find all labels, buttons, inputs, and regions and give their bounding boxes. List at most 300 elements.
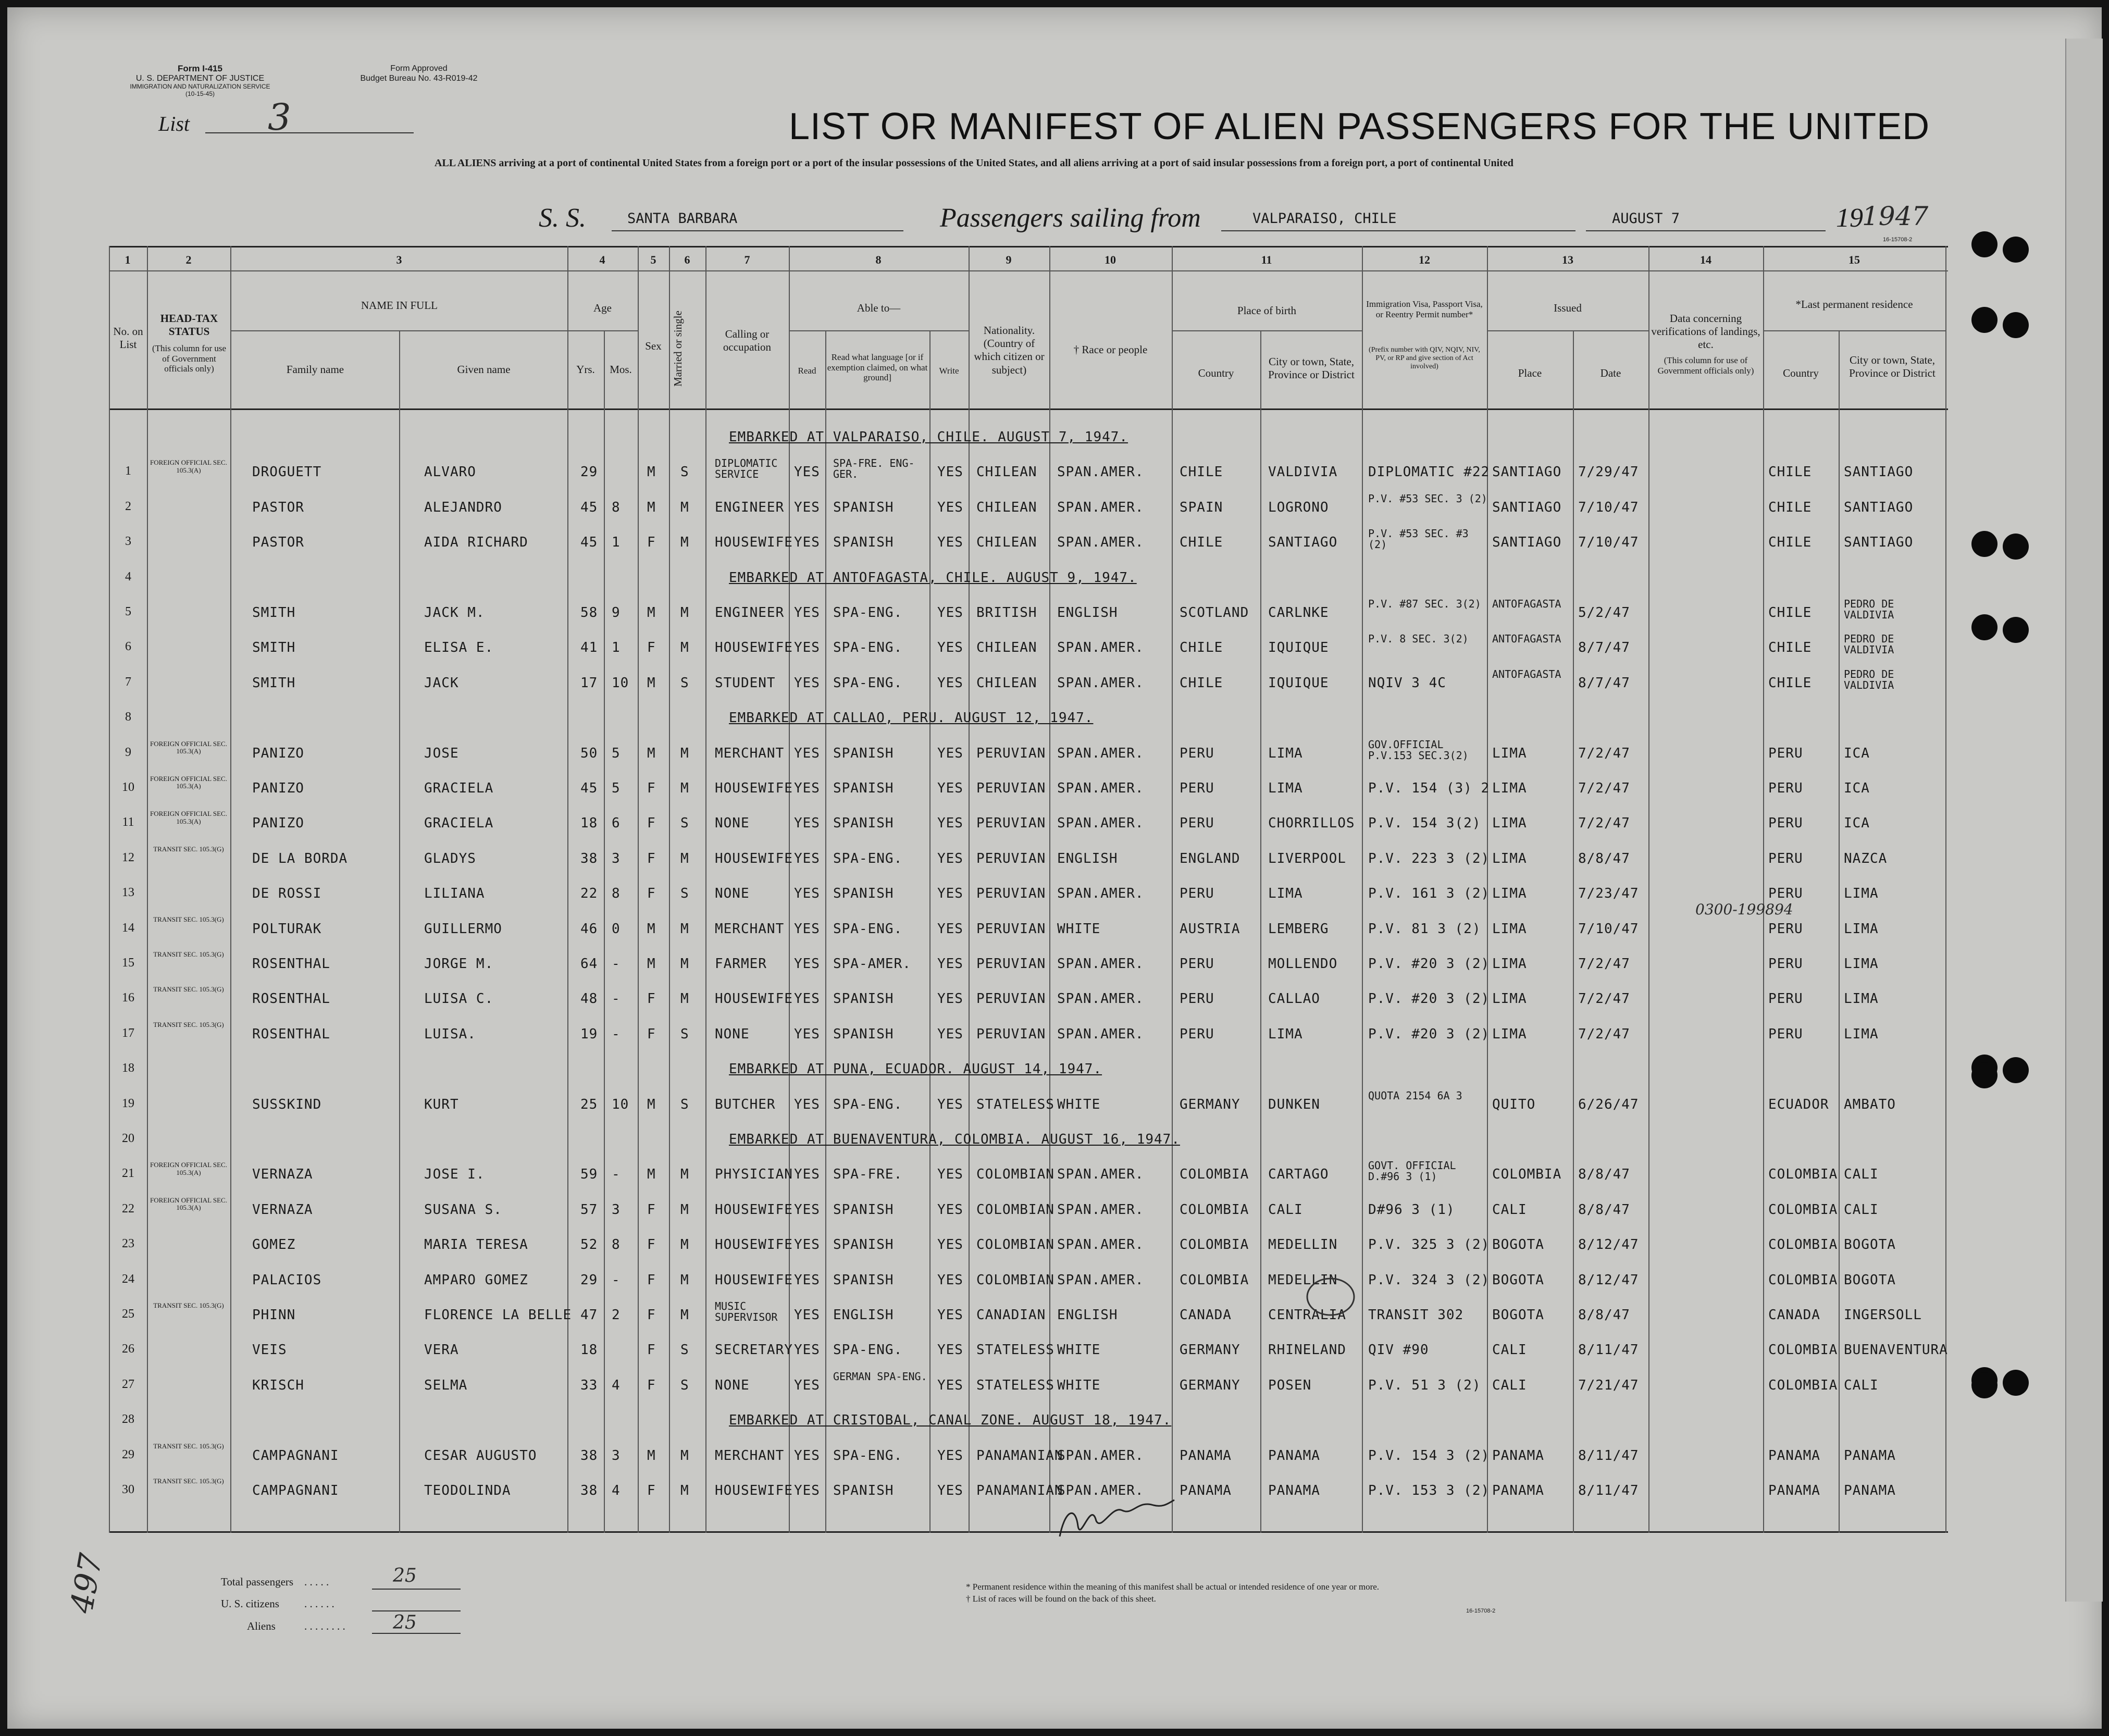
sex: M: [647, 956, 656, 972]
residence-country: COLOMBIA: [1768, 1237, 1838, 1253]
header-issued-place: Place: [1518, 367, 1542, 379]
read-ability: YES: [794, 921, 820, 937]
occupation: DIPLOMATIC SERVICE: [715, 457, 778, 481]
citizens-underline: [372, 1610, 461, 1611]
header-write: Write: [939, 366, 959, 376]
visa-number: P.V. 8 SEC. 3(2): [1368, 633, 1469, 646]
given-name: CESAR AUGUSTO: [424, 1447, 537, 1464]
age-months: 10: [612, 1096, 629, 1112]
issued-date: 7/2/47: [1578, 815, 1630, 832]
column-number: 9: [1006, 253, 1012, 266]
write-ability: YES: [937, 1447, 963, 1464]
read-ability: YES: [794, 605, 820, 621]
departure-port: VALPARAISO, CHILE: [1252, 210, 1397, 227]
age-years: 52: [580, 1237, 598, 1253]
write-ability: YES: [937, 640, 963, 656]
read-language: SPA-FRE.: [833, 1167, 903, 1183]
col-rule: [1945, 246, 1946, 1533]
write-ability: YES: [937, 464, 963, 480]
col-rule: [1172, 246, 1173, 1533]
write-ability: YES: [937, 815, 963, 832]
race: SPAN.AMER.: [1057, 499, 1144, 515]
birth-country: ENGLAND: [1180, 850, 1240, 866]
given-name: KURT: [424, 1096, 459, 1112]
col-rule: [147, 246, 148, 1533]
residence-country: PERU: [1768, 991, 1803, 1007]
age-years: 64: [580, 956, 598, 972]
write-ability: YES: [937, 1307, 963, 1323]
column-number: 1: [125, 253, 131, 266]
residence-country: CANADA: [1768, 1307, 1820, 1323]
inspector-signature: [1054, 1490, 1180, 1547]
header-res-country: Country: [1783, 367, 1819, 379]
visa-number: P.V. #20 3 (2): [1368, 1026, 1490, 1042]
issued-place: QUITO: [1492, 1096, 1536, 1112]
punch-hole: [2003, 237, 2029, 263]
residence-country: PANAMA: [1768, 1447, 1820, 1464]
race: SPAN.AMER.: [1057, 745, 1144, 761]
sex: F: [647, 886, 656, 902]
punch-hole: [2003, 312, 2029, 338]
visa-number: P.V. #87 SEC. 3(2): [1368, 598, 1481, 610]
birth-city: IQUIQUE: [1268, 640, 1329, 656]
col-rule: [705, 246, 706, 1533]
row-number: 17: [122, 1026, 134, 1040]
race: SPAN.AMER.: [1057, 464, 1144, 480]
ship-underline: [612, 230, 903, 231]
marital-status: M: [680, 1447, 689, 1464]
marital-status: M: [680, 991, 689, 1007]
read-ability: YES: [794, 1483, 820, 1498]
given-name: GRACIELA: [424, 815, 494, 832]
read-ability: YES: [794, 780, 820, 796]
sex: M: [647, 605, 656, 621]
embarkation-note: EMBARKED AT CALLAO, PERU. AUGUST 12, 1947.: [729, 710, 1094, 726]
race: SPAN.AMER.: [1057, 1026, 1144, 1042]
col-rule: [1839, 330, 1840, 1533]
read-ability: YES: [794, 1307, 820, 1323]
nationality: STATELESS: [976, 1096, 1054, 1112]
total-underline: [372, 1589, 461, 1590]
port-underline: [1221, 230, 1575, 231]
column-number: 4: [599, 253, 605, 266]
header-birth-country: Country: [1198, 367, 1234, 379]
header-given-name: Given name: [457, 363, 511, 376]
age-months: 6: [612, 815, 621, 832]
manifest-title: LIST OR MANIFEST OF ALIEN PASSENGERS FOR THE UNITED: [789, 106, 1930, 147]
marital-status: M: [680, 1167, 689, 1183]
residence-country: COLOMBIA: [1768, 1342, 1838, 1358]
sex: F: [647, 1026, 656, 1042]
residence-city: ICA: [1844, 745, 1870, 761]
nationality: COLOMBIAN: [976, 1167, 1054, 1183]
visa-number: D#96 3 (1): [1368, 1201, 1455, 1218]
issued-date: 8/11/47: [1578, 1342, 1639, 1358]
family-name: PANIZO: [252, 780, 304, 796]
nationality: CHILEAN: [976, 535, 1037, 551]
family-name: PANIZO: [252, 815, 304, 832]
birth-country: COLOMBIA: [1180, 1201, 1249, 1218]
issued-date: 7/2/47: [1578, 991, 1630, 1007]
given-name: FLORENCE LA BELLE: [424, 1307, 572, 1323]
visa-number: P.V. 153 3 (2): [1368, 1483, 1490, 1498]
given-name: TEODOLINDA: [424, 1483, 511, 1498]
birth-city: LIMA: [1268, 1026, 1303, 1042]
header-data-verif-note: (This column for use of Government officials only): [1657, 355, 1754, 376]
list-label: List: [158, 112, 190, 135]
write-ability: YES: [937, 921, 963, 937]
residence-city: ICA: [1844, 780, 1870, 796]
residence-city: PANAMA: [1844, 1483, 1896, 1498]
birth-city: LIMA: [1268, 886, 1303, 902]
embarkation-note: EMBARKED AT BUENAVENTURA, COLOMBIA. AUGUST 16, 1947.: [729, 1132, 1180, 1147]
given-name: AMPARO GOMEZ: [424, 1272, 528, 1288]
residence-city: SANTIAGO: [1844, 499, 1914, 515]
family-name: DE LA BORDA: [252, 850, 348, 866]
occupation: ENGINEER: [715, 499, 785, 515]
birth-city: IQUIQUE: [1268, 675, 1329, 691]
nationality: COLOMBIAN: [976, 1272, 1054, 1288]
subheader-rule: [567, 330, 638, 331]
row-number: 3: [125, 535, 131, 549]
residence-country: PERU: [1768, 815, 1803, 832]
birth-city: SANTIAGO: [1268, 535, 1338, 551]
residence-city: LIMA: [1844, 921, 1879, 937]
aliens-value: 25: [393, 1612, 417, 1633]
visa-number: P.V. 324 3 (2): [1368, 1272, 1490, 1288]
issued-date: 7/21/47: [1578, 1377, 1639, 1393]
residence-country: CHILE: [1768, 535, 1812, 551]
head-tax-status: TRANSIT SEC. 105.3(G): [153, 950, 224, 958]
residence-city: CALI: [1844, 1167, 1879, 1183]
embarkation-note: EMBARKED AT PUNA, ECUADOR. AUGUST 14, 1947.: [729, 1061, 1102, 1077]
issued-date: 7/2/47: [1578, 956, 1630, 972]
birth-city: LIMA: [1268, 780, 1303, 796]
occupation: NONE: [715, 1026, 750, 1042]
issued-place: LIMA: [1492, 745, 1527, 761]
given-name: ELISA E.: [424, 640, 494, 656]
sailing-label: Passengers sailing from: [940, 203, 1201, 233]
nationality: COLOMBIAN: [976, 1237, 1054, 1253]
issued-date: 8/8/47: [1578, 1201, 1630, 1218]
read-language: SPA-ENG.: [833, 1447, 903, 1464]
punch-hole: [2003, 534, 2029, 560]
age-years: 18: [580, 1342, 598, 1358]
residence-city: NAZCA: [1844, 850, 1888, 866]
row-number: 26: [122, 1342, 134, 1356]
read-language: SPA-FRE. ENG-GER.: [833, 457, 915, 481]
head-tax-status: FOREIGN OFFICIAL SEC. 105.3(A): [150, 810, 227, 825]
visa-number: P.V. 154 3 (2): [1368, 1447, 1490, 1464]
birth-country: SPAIN: [1180, 499, 1223, 515]
age-months: 3: [612, 1447, 621, 1464]
family-name: SMITH: [252, 605, 296, 621]
sex: M: [647, 1096, 656, 1112]
nationality: CANADIAN: [976, 1307, 1046, 1323]
subheader-rule: [230, 330, 567, 331]
birth-city: LEMBERG: [1268, 921, 1329, 937]
read-language: SPA-AMER.: [833, 956, 911, 972]
occupation: SECRETARY: [715, 1342, 793, 1358]
age-years: 22: [580, 886, 598, 902]
head-tax-status: FOREIGN OFFICIAL SEC. 105.3(A): [150, 1196, 227, 1212]
header-nationality: Nationality. (Country of which citizen or subject): [974, 324, 1045, 376]
age-months: -: [612, 956, 621, 972]
visa-number: P.V. #20 3 (2): [1368, 991, 1490, 1007]
birth-city: LIVERPOOL: [1268, 850, 1346, 866]
sex: M: [647, 921, 656, 937]
nationality: STATELESS: [976, 1377, 1054, 1393]
head-tax-status: TRANSIT SEC. 105.3(G): [153, 1301, 224, 1309]
family-name: VERNAZA: [252, 1201, 313, 1218]
issued-date: 7/29/47: [1578, 464, 1639, 480]
departure-date: AUGUST 7: [1612, 210, 1680, 227]
residence-country: PERU: [1768, 956, 1803, 972]
race: SPAN.AMER.: [1057, 1167, 1144, 1183]
write-ability: YES: [937, 1026, 963, 1042]
residence-city: PEDRO DE VALDIVIA: [1844, 598, 1894, 621]
footnote-residence: * Permanent residence within the meaning of this manifest shall be actual or intended residence of one year or more.: [966, 1582, 1380, 1592]
age-months: -: [612, 991, 621, 1007]
issued-place: CALI: [1492, 1342, 1527, 1358]
age-years: 17: [580, 675, 598, 691]
occupation: MERCHANT: [715, 745, 785, 761]
given-name: ALVARO: [424, 464, 476, 480]
age-months: 10: [612, 675, 629, 691]
ship-name: SANTA BARBARA: [627, 210, 738, 227]
write-ability: YES: [937, 1272, 963, 1288]
row-number: 5: [125, 605, 131, 618]
birth-country: PERU: [1180, 745, 1214, 761]
row-number: 2: [125, 499, 131, 513]
occupation: HOUSEWIFE: [715, 640, 793, 656]
age-years: 45: [580, 499, 598, 515]
print-code-top: 16-15708-2: [1883, 237, 1913, 243]
read-ability: YES: [794, 886, 820, 902]
header-able-to: Able to—: [857, 302, 901, 314]
marital-status: S: [680, 1377, 689, 1393]
birth-country: GERMANY: [1180, 1096, 1240, 1112]
age-months: 9: [612, 605, 621, 621]
visa-number: DIPLOMATIC #22: [1368, 464, 1490, 480]
residence-city: SANTIAGO: [1844, 464, 1914, 480]
nationality: CHILEAN: [976, 675, 1037, 691]
issued-place: LIMA: [1492, 956, 1527, 972]
visa-number: P.V. #53 SEC. 3 (2): [1368, 492, 1487, 505]
residence-city: BOGOTA: [1844, 1272, 1896, 1288]
visa-number: QIV #90: [1368, 1342, 1429, 1358]
family-name: SUSSKIND: [252, 1096, 322, 1112]
given-name: MARIA TERESA: [424, 1237, 528, 1253]
read-ability: YES: [794, 991, 820, 1007]
nationality: PERUVIAN: [976, 886, 1046, 902]
head-tax-status: TRANSIT SEC. 105.3(G): [153, 915, 224, 923]
read-ability: YES: [794, 745, 820, 761]
row-number: 27: [122, 1377, 134, 1391]
row-number: 12: [122, 850, 134, 864]
header-calling: Calling or occupation: [723, 328, 772, 354]
header-no-on-list: No. on List: [113, 325, 143, 351]
header-sex: Sex: [645, 340, 662, 352]
column-number: 11: [1261, 253, 1272, 266]
occupation: NONE: [715, 815, 750, 832]
marital-status: S: [680, 1026, 689, 1042]
column-number: 13: [1562, 253, 1573, 266]
given-name: SELMA: [424, 1377, 468, 1393]
read-language: SPANISH: [833, 1483, 894, 1498]
sex: M: [647, 1447, 656, 1464]
given-name: SUSANA S.: [424, 1201, 502, 1218]
issued-place: ANTOFAGASTA: [1492, 667, 1561, 680]
head-tax-status: TRANSIT SEC. 105.3(G): [153, 1442, 224, 1450]
family-name: CAMPAGNANI: [252, 1447, 339, 1464]
read-language: SPANISH: [833, 780, 894, 796]
nationality: PANAMANIAN: [976, 1483, 1063, 1498]
write-ability: YES: [937, 1483, 963, 1498]
residence-country: CHILE: [1768, 675, 1812, 691]
birth-city: CARTAGO: [1268, 1167, 1329, 1183]
head-tax-status: FOREIGN OFFICIAL SEC. 105.3(A): [150, 775, 227, 790]
marital-status: S: [680, 886, 689, 902]
header-family-name: Family name: [286, 363, 344, 376]
header-race: † Race or people: [1073, 343, 1148, 356]
given-name: JORGE M.: [424, 956, 494, 972]
row-number: 28: [122, 1412, 134, 1427]
family-name: PANIZO: [252, 745, 304, 761]
age-months: 3: [612, 850, 621, 866]
birth-city: LIMA: [1268, 745, 1303, 761]
approval-block: [351, 64, 487, 83]
col-rule: [230, 246, 231, 1533]
residence-country: PERU: [1768, 1026, 1803, 1042]
age-months: 1: [612, 535, 621, 551]
col-rule: [1362, 246, 1363, 1533]
column-number: 7: [744, 253, 750, 266]
marital-status: M: [680, 1483, 689, 1498]
read-ability: YES: [794, 1377, 820, 1393]
issued-place: SANTIAGO: [1492, 499, 1562, 515]
residence-country: PANAMA: [1768, 1483, 1820, 1498]
read-ability: YES: [794, 956, 820, 972]
row-number: 14: [122, 921, 134, 935]
birth-country: GERMANY: [1180, 1342, 1240, 1358]
row-number: 30: [122, 1483, 134, 1496]
age-years: 45: [580, 535, 598, 551]
nationality: PERUVIAN: [976, 956, 1046, 972]
occupation: HOUSEWIFE: [715, 780, 793, 796]
issued-place: BOGOTA: [1492, 1272, 1544, 1288]
issued-place: LIMA: [1492, 850, 1527, 866]
row-number: 7: [125, 675, 131, 689]
read-ability: YES: [794, 464, 820, 480]
race: WHITE: [1057, 1096, 1101, 1112]
issued-date: 5/2/47: [1578, 605, 1630, 621]
residence-country: PERU: [1768, 780, 1803, 796]
row-number: 25: [122, 1307, 134, 1321]
nationality: PERUVIAN: [976, 780, 1046, 796]
issued-date: 7/2/47: [1578, 780, 1630, 796]
family-name: CAMPAGNANI: [252, 1483, 339, 1498]
header-birth-city: City or town, State, Province or District: [1268, 355, 1355, 381]
residence-country: PERU: [1768, 745, 1803, 761]
nationality: PERUVIAN: [976, 815, 1046, 832]
col-rule: [825, 330, 826, 1533]
subheader-rule: [1763, 330, 1945, 331]
head-tax-status: FOREIGN OFFICIAL SEC. 105.3(A): [150, 458, 227, 474]
read-ability: YES: [794, 535, 820, 551]
marital-status: M: [680, 745, 689, 761]
given-name: LUISA.: [424, 1026, 476, 1042]
birth-city: LOGRONO: [1268, 499, 1329, 515]
header-visa-note: (Prefix number with QIV, NQIV, NIV, PV, or RP and give section of Act involved): [1369, 346, 1480, 371]
visa-number: GOVT. OFFICIAL D.#96 3 (1): [1368, 1159, 1456, 1183]
residence-city: AMBATO: [1844, 1096, 1896, 1112]
header-yrs: Yrs.: [576, 363, 595, 376]
departure-year: 1947: [1862, 201, 1929, 231]
read-language: SPANISH: [833, 745, 894, 761]
residence-country: CHILE: [1768, 464, 1812, 480]
write-ability: YES: [937, 1377, 963, 1393]
print-code-bottom: 16-15708-2: [1466, 1608, 1496, 1614]
row-number: 16: [122, 991, 134, 1005]
birth-country: CANADA: [1180, 1307, 1232, 1323]
birth-country: PERU: [1180, 780, 1214, 796]
col-rule: [1573, 330, 1574, 1533]
embarkation-note: EMBARKED AT CRISTOBAL, CANAL ZONE. AUGUST 18, 1947.: [729, 1412, 1172, 1429]
visa-number: P.V. 154 3(2): [1368, 815, 1481, 832]
nationality: PERUVIAN: [976, 1026, 1046, 1042]
birth-city: PANAMA: [1268, 1483, 1320, 1498]
manifest-subtitle: ALL ALIENS arriving at a port of continental United States from a foreign port or a port of the insular possessions of the United States, and all aliens arriving at a port of said insular possessions from a foreign port, a port of continental United: [435, 157, 1513, 169]
column-number: 5: [650, 253, 656, 266]
row-number: 4: [125, 569, 131, 584]
age-months: 1: [612, 640, 621, 656]
residence-city: PANAMA: [1844, 1447, 1896, 1464]
birth-country: PANAMA: [1180, 1447, 1232, 1464]
col-rule: [1763, 246, 1764, 1533]
family-name: DROGUETT: [252, 464, 322, 480]
occupation: STUDENT: [715, 675, 776, 691]
column-number: 12: [1419, 253, 1430, 266]
issued-place: ANTOFAGASTA: [1492, 598, 1561, 610]
birth-city: MOLLENDO: [1268, 956, 1338, 972]
page-number: 497: [63, 1551, 110, 1616]
birth-city: CALLAO: [1268, 991, 1320, 1007]
race: WHITE: [1057, 921, 1101, 937]
given-name: GRACIELA: [424, 780, 494, 796]
visa-number: QUOTA 2154 6A 3: [1368, 1089, 1462, 1102]
read-language: SPANISH: [833, 535, 894, 551]
residence-city: PEDRO DE VALDIVIA: [1844, 633, 1894, 656]
head-tax-status: TRANSIT SEC. 105.3(G): [153, 845, 224, 853]
header-visa: Immigration Visa, Passport Visa, or Reentry Permit number*: [1366, 299, 1483, 319]
occupation: HOUSEWIFE: [715, 991, 793, 1007]
race: SPAN.AMER.: [1057, 1447, 1144, 1464]
read-language: SPANISH: [833, 991, 894, 1007]
family-name: VERNAZA: [252, 1167, 313, 1183]
occupation: MERCHANT: [715, 1447, 785, 1464]
age-months: 5: [612, 745, 621, 761]
occupation: MUSIC SUPERVISOR: [715, 1300, 778, 1323]
read-language: SPANISH: [833, 1026, 894, 1042]
visa-number: P.V. 154 (3) 2: [1368, 780, 1490, 796]
marital-status: M: [680, 1201, 689, 1218]
sex: F: [647, 1483, 656, 1498]
adjacent-page-edge: [2065, 39, 2103, 1602]
given-name: JACK M.: [424, 605, 485, 621]
col-rule: [604, 330, 605, 1533]
occupation: HOUSEWIFE: [715, 850, 793, 866]
